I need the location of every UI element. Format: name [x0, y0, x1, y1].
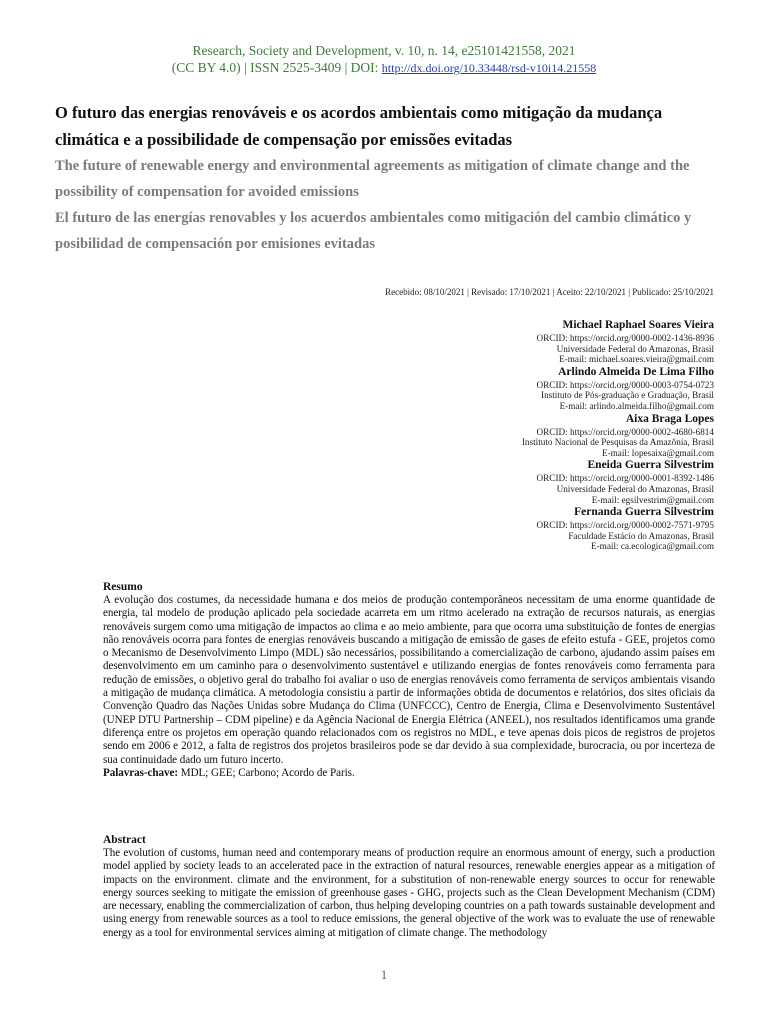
- resumo-heading: Resumo: [103, 581, 143, 593]
- submission-dates: Recebido: 08/10/2021 | Revisado: 17/10/2021 | Aceito: 22/10/2021 | Publicado: 25/10/2021: [385, 287, 714, 297]
- author-orcid: ORCID: https://orcid.org/0000-0002-4680-6814: [536, 426, 714, 437]
- author-name: Fernanda Guerra Silvestrim: [574, 506, 714, 519]
- author-name: Arlindo Almeida De Lima Filho: [558, 365, 714, 378]
- author-email: E-mail: michael.soares.vieira@gmail.com: [559, 354, 714, 365]
- doi-link[interactable]: http://dx.doi.org/10.33448/rsd-v10i14.21558: [381, 61, 597, 75]
- resumo-section: [103, 581, 715, 780]
- license-issn-doi-label: (CC BY 4.0) | ISSN 2525-3409 | DOI:: [171, 60, 382, 75]
- author-entry: [354, 318, 714, 365]
- page-number: 1: [380, 967, 388, 982]
- author-entry: [354, 365, 714, 412]
- authors-list: [354, 318, 714, 552]
- author-institution: Instituto Nacional de Pesquisas da Amazônia, Brasil: [521, 437, 714, 448]
- title-portuguese: O futuro das energias renováveis e os acordos ambientais como mitigação da mudança climática e a possibilidade de compensação por emissões evitadas: [55, 103, 663, 149]
- titles-block: [55, 99, 715, 257]
- author-entry: [354, 505, 714, 552]
- keywords-values: MDL; GEE; Carbono; Acordo de Paris.: [178, 766, 355, 779]
- keywords-label: Palavras-chave:: [103, 766, 179, 779]
- abstract-heading: Abstract: [103, 834, 146, 846]
- author-institution: Universidade Federal do Amazonas, Brasil: [556, 483, 714, 494]
- journal-license-line: [0, 59, 768, 77]
- author-email: E-mail: ca.ecologica@gmail.com: [591, 541, 714, 552]
- title-english: The future of renewable energy and environmental agreements as mitigation of climate change and the possibility of compensation for avoided emissions: [55, 158, 690, 200]
- author-email: E-mail: arlindo.almeida.filho@gmail.com: [559, 400, 714, 411]
- author-institution: Faculdade Estácio do Amazonas, Brasil: [568, 530, 714, 541]
- author-institution: Universidade Federal do Amazonas, Brasil: [556, 343, 714, 354]
- author-email: E-mail: egsilvestrim@gmail.com: [591, 494, 714, 505]
- author-institution: Instituto de Pós-graduação e Graduação, Brasil: [541, 390, 714, 401]
- author-orcid: ORCID: https://orcid.org/0000-0001-8392-1486: [536, 473, 714, 484]
- abstract-section: [103, 834, 715, 940]
- author-entry: [354, 458, 714, 505]
- author-name: Eneida Guerra Silvestrim: [587, 459, 714, 472]
- title-spanish: El futuro de las energías renovables y los acuerdos ambientales como mitigación del cambio climático y posibilidad de compensación por emisiones evitadas: [55, 210, 692, 252]
- keywords-line: [103, 767, 715, 780]
- author-email: E-mail: lopesaixa@gmail.com: [601, 447, 714, 458]
- author-name: Michael Raphael Soares Vieira: [562, 319, 714, 331]
- resumo-text: A evolução dos costumes, da necessidade humana e dos meios de produção contemporâneos necessitam de uma enorme quantidade de energia, tal modelo de produção aplicado pela sociedade acarreta em um ritmo acelerado na extração de recursos naturais, as energias renováveis surgem como uma mitigação de impactos ao clima e ao meio ambiente, para que ocorra uma substituição de fontes de energias não renováveis ocorra para fontes de energias renováveis buscando a mitigação de emissão de gases de efeito estufa - GEE, projetos como o Mecanismo de Desenvolvimento Limpo (MDL) são necessários, possibilitando a comercialização de carbono, ajudando assim países em desenvolvimento em um caminho para o desenvolvimento sustentável e utilizando energias de fontes renováveis como ferramenta para redução de emissões, o objetivo geral do trabalho foi avaliar o uso de energias renováveis como ferramenta de serviços ambientais visando a mitigação de mudança climática. A metodologia consistiu a partir de informações obtida de documentos e relatórios, dos sites oficiais da Convenção Quadro das Nações Unidas sobre Mudança do Clima (UNFCCC), Centro de Energia, Clima e Desenvolvimento Sustentável (UNEP DTU Partnership – CDM pipeline) e da Agência Nacional de Energia Elétrica (ANEEL), nos resultados identificamos uma grande diferença entre os projetos em operação quando relacionados com os registros no MDL, e teve apenas dois picos de registros de projetos sendo em 2006 e 2012, a falta de registros dos projetos brasileiros pode se dar devido à sua complexidade, burocracia, ou por incerteza de sua continuidade dado um futuro incerto.: [103, 594, 715, 766]
- author-orcid: ORCID: https://orcid.org/0000-0002-1436-8936: [536, 333, 714, 343]
- journal-citation: Research, Society and Development, v. 10, n. 14, e25101421558, 2021: [192, 43, 576, 58]
- author-entry: [354, 412, 714, 459]
- journal-header: [0, 42, 768, 77]
- author-orcid: ORCID: https://orcid.org/0000-0003-0754-0723: [536, 379, 714, 390]
- author-name: Aixa Braga Lopes: [625, 412, 714, 425]
- abstract-text: The evolution of customs, human need and contemporary means of production require an enormous amount of energy, such a production model applied by society leads to an accelerated pace in the extraction of natural resources, renewable energies appear as a mitigation of impacts on the environment. climate and the environment, for a substitution of non-renewable energy sources to occur for renewable energy sources seeking to mitigate the emission of greenhouse gases - GHG, projects such as the Clean Development Mechanism (CDM) are necessary, enabling the commercialization of carbon, thus helping developing countries on a path towards sustainable development and using energy from renewable sources as a tool to reduce emissions, the general objective of the work was to evaluate the use of renewable energy as a tool for environmental services aiming at mitigation of climate change. The methodology: [103, 847, 715, 939]
- author-orcid: ORCID: https://orcid.org/0000-0002-7571-9795: [536, 520, 714, 531]
